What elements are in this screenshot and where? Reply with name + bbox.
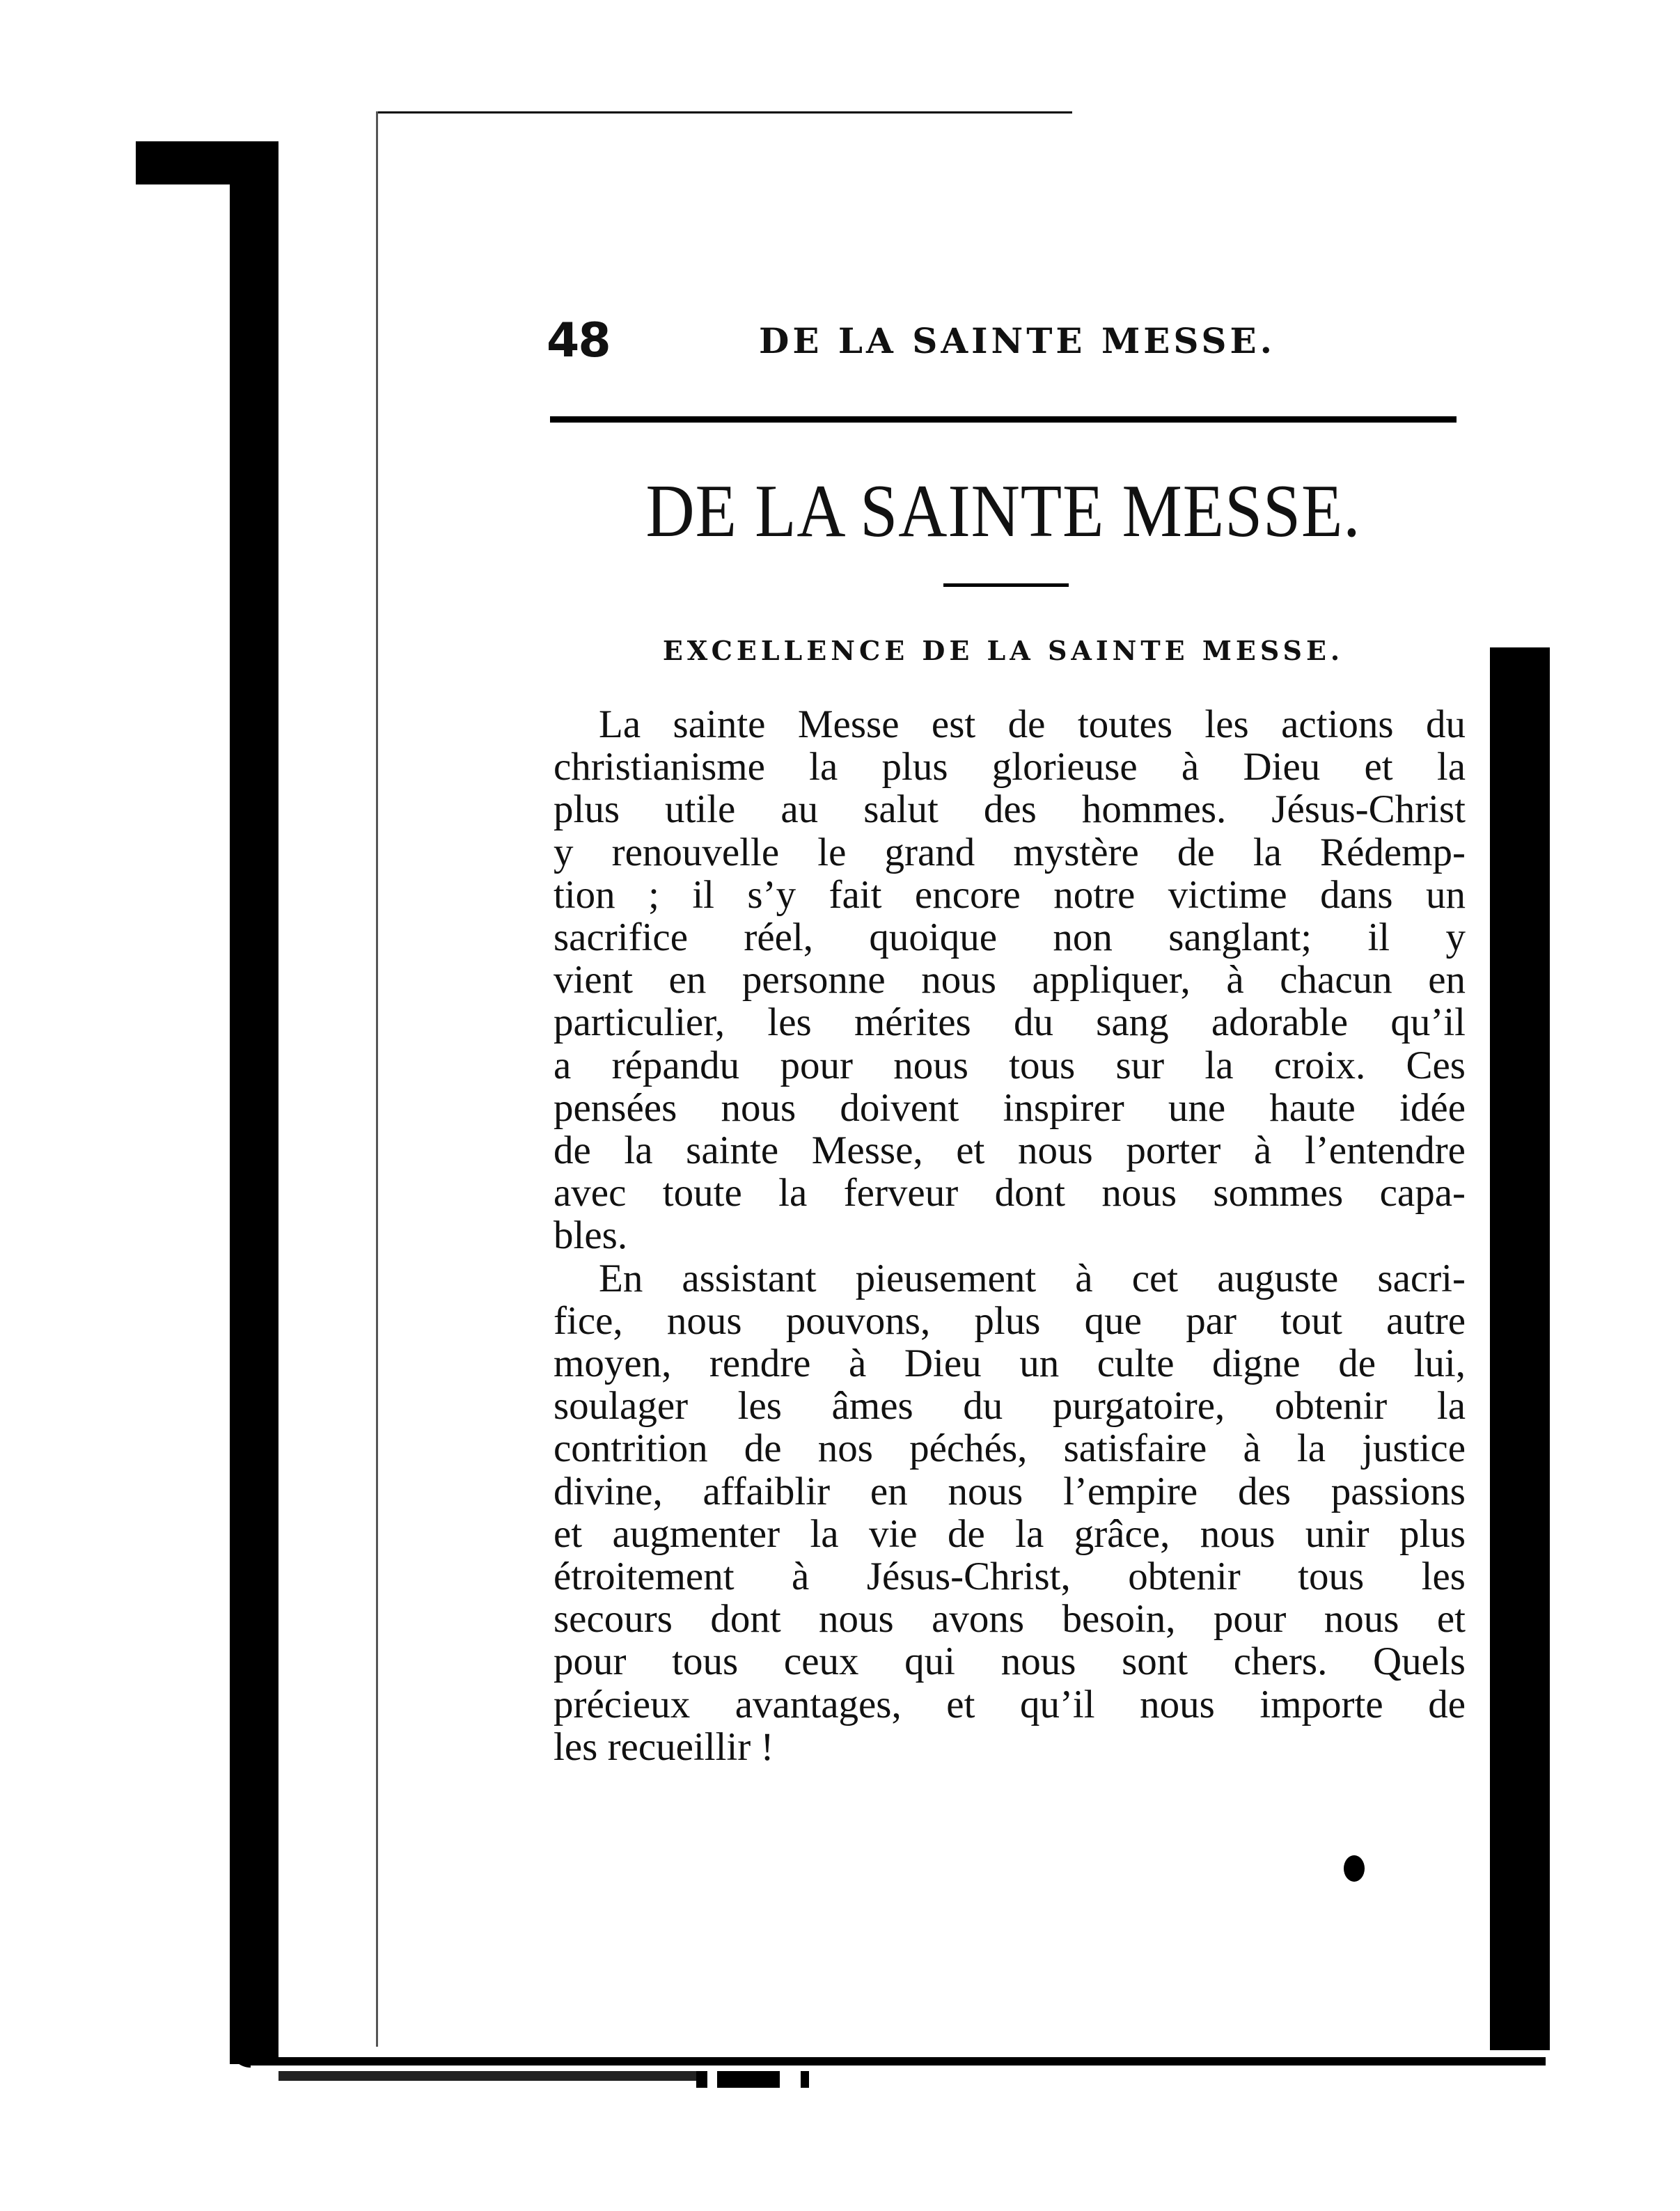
text-line: et augmenter la vie de la grâce, nous unir plus — [554, 1511, 1466, 1556]
text-line: divine, affaiblir en nous l’empire des passions — [554, 1469, 1466, 1513]
running-header — [547, 310, 1452, 372]
text-line: En assistant pieusement à cet auguste sacri- — [599, 1256, 1466, 1300]
text-line: bles. — [554, 1213, 628, 1258]
text-line: pour tous ceux qui nous sont chers. Quels — [554, 1639, 1466, 1684]
paragraph-2 — [554, 1257, 1466, 1768]
ink-speck — [1344, 1855, 1365, 1882]
text-line: moyen, rendre à Dieu un culte digne de lui, — [554, 1341, 1466, 1386]
text-line: vient en personne nous appliquer, à chacun en — [554, 958, 1466, 1002]
text-line: La sainte Messe est de toutes les actions du — [599, 702, 1466, 746]
text-line: secours dont nous avons besoin, pour nous et — [554, 1597, 1466, 1642]
text-line: sacrifice réel, quoique non sanglant; il y — [554, 915, 1466, 960]
book-edge-bottom-mark — [717, 2071, 780, 2088]
book-edge-right — [1490, 647, 1550, 2050]
running-title: DE LA SAINTE MESSE. — [759, 320, 1276, 361]
text-line: contrition de nos péchés, satisfaire à la justice — [554, 1426, 1466, 1471]
page-outline-left — [376, 111, 378, 2047]
book-edge-bottom — [251, 2057, 1546, 2066]
page-outline-top — [376, 111, 1072, 113]
book-edge-bottom-mark — [696, 2071, 707, 2088]
text-line: de la sainte Messe, et nous porter à l’entendre — [554, 1128, 1466, 1173]
text-line: christianisme la plus glorieuse à Dieu et la — [554, 745, 1466, 789]
text-line: tion ; il s’y fait encore notre victime dans un — [554, 872, 1466, 917]
title-rule — [943, 583, 1069, 587]
text-line: fice, nous pouvons, plus que par tout autre — [554, 1298, 1466, 1343]
section-heading: EXCELLENCE DE LA SAINTE MESSE. — [662, 635, 1344, 666]
text-line: précieux avantages, et qu’il nous importe de — [554, 1682, 1466, 1726]
text-line: a répandu pour nous tous sur la croix. Ces — [554, 1043, 1466, 1087]
text-line: soulager les âmes du purgatoire, obtenir la — [554, 1384, 1466, 1429]
header-rule — [550, 416, 1457, 423]
body-text — [554, 703, 1466, 1768]
book-edge-left-spine — [230, 141, 278, 2064]
text-line: pensées nous doivent inspirer une haute idée — [554, 1085, 1466, 1130]
book-edge-bottom-mark — [801, 2071, 809, 2088]
text-line: avec toute la ferveur dont nous sommes capa- — [554, 1171, 1466, 1215]
page-number: 48 — [547, 313, 610, 368]
text-line: étroitement à Jésus-Christ, obtenir tous les — [554, 1555, 1466, 1599]
book-edge-bottom-shadow — [278, 2071, 696, 2081]
text-line: particulier, les mérites du sang adorable qu’il — [554, 1000, 1466, 1045]
text-line: les recueillir ! — [554, 1724, 774, 1769]
text-line: plus utile au salut des hommes. Jésus-Christ — [554, 787, 1466, 832]
paragraph-1 — [554, 703, 1466, 1257]
text-line: y renouvelle le grand mystère de la Rédemp- — [554, 830, 1466, 874]
chapter-title: DE LA SAINTE MESSE. — [645, 470, 1361, 553]
